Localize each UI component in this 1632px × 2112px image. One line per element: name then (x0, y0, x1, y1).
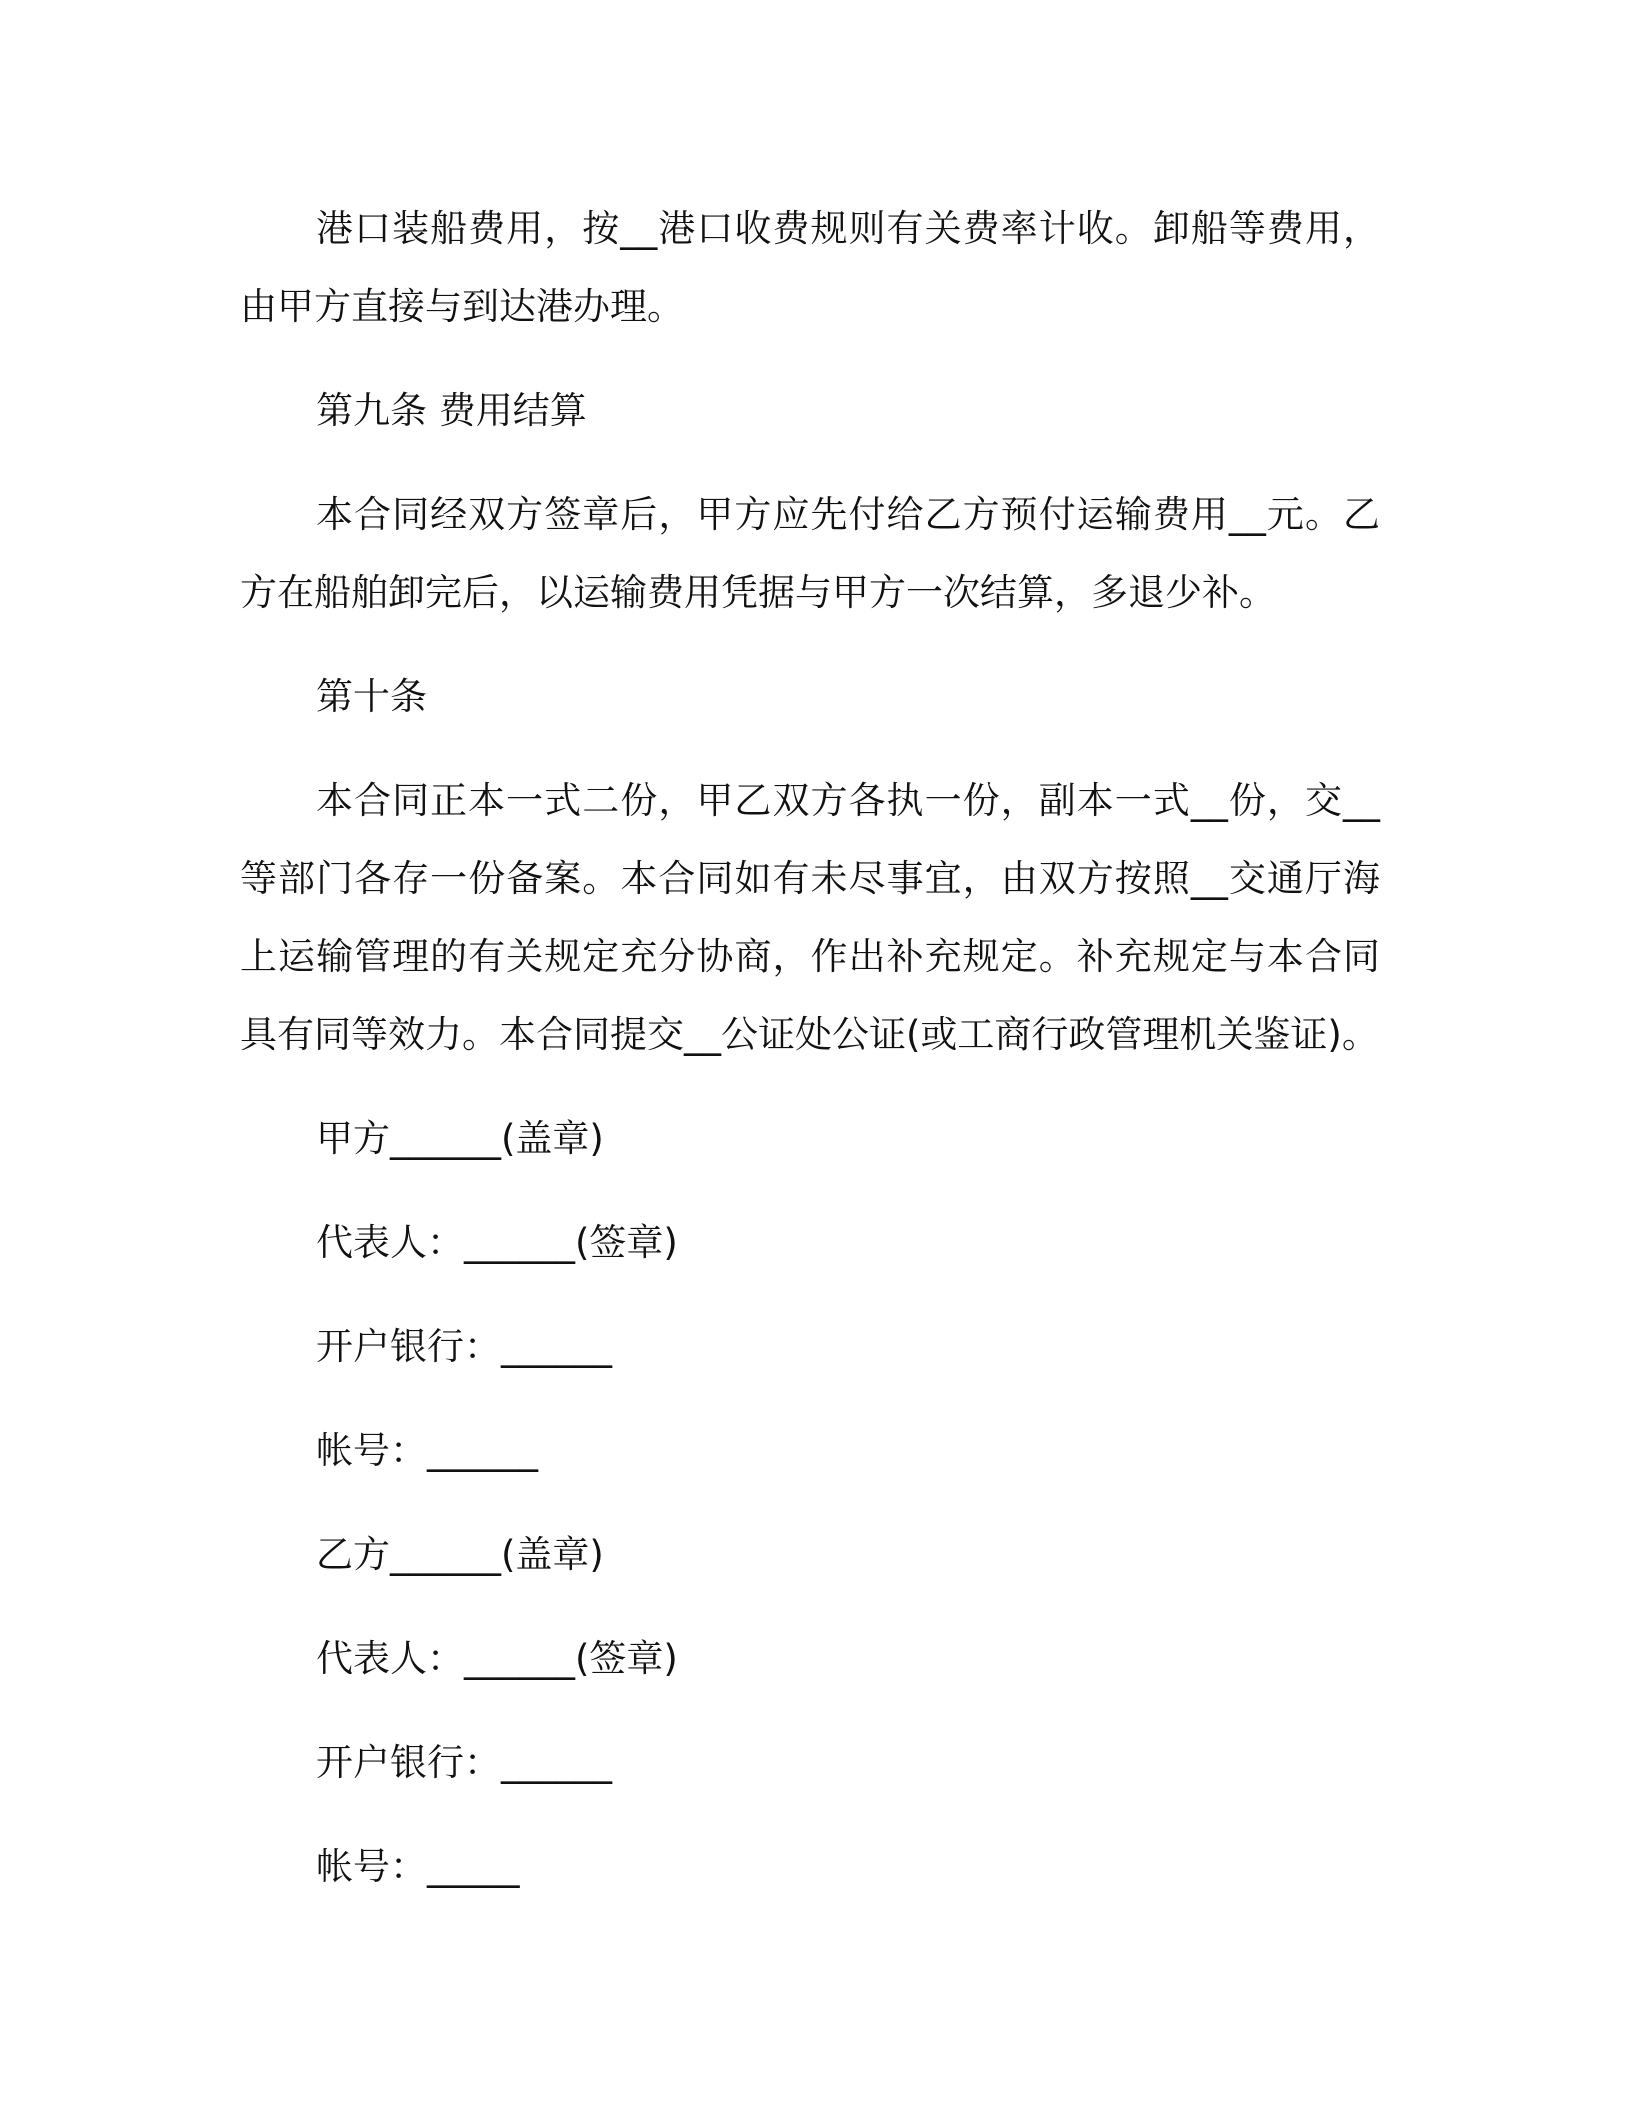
article-9-heading: 第九条 费用结算 (316, 389, 587, 432)
paragraph-copies-and-notarization: 本合同正本一式二份，甲乙双方各执一份，副本一式__份，交__等部门各存一份备案。本合同如有未尽事宜，由双方按照__交通厅海上运输管理的有关规定充分协商，作出补充规定。补充规定与本合同具有同等效力。本合同提交__公证处公证(或工商行政管理机关鉴证)。 (240, 779, 1380, 1056)
party-a-signature-block (240, 1100, 1380, 1490)
party-b-signature-block (240, 1516, 1380, 1906)
party-a-seal-line: 甲方______(盖章) (316, 1117, 604, 1160)
article-10-heading: 第十条 (316, 675, 427, 718)
party-a-representative-line: 代表人：______(签章) (316, 1221, 678, 1264)
party-a-account-line: 帐号：______ (316, 1429, 538, 1472)
document-page (240, 190, 1380, 1932)
party-b-bank-line: 开户银行：______ (316, 1741, 612, 1784)
party-b-seal-line: 乙方______(盖章) (316, 1533, 604, 1576)
paragraph-settlement: 本合同经双方签章后，甲方应先付给乙方预付运输费用__元。乙方在船舶卸完后，以运输费用凭据与甲方一次结算，多退少补。 (240, 493, 1380, 614)
party-b-account-line: 帐号：_____ (316, 1845, 520, 1888)
party-b-representative-line: 代表人：______(签章) (316, 1637, 678, 1680)
party-a-bank-line: 开户银行：______ (316, 1325, 612, 1368)
paragraph-loading-fees: 港口装船费用，按__港口收费规则有关费率计收。卸船等费用，由甲方直接与到达港办理。 (240, 207, 1380, 328)
